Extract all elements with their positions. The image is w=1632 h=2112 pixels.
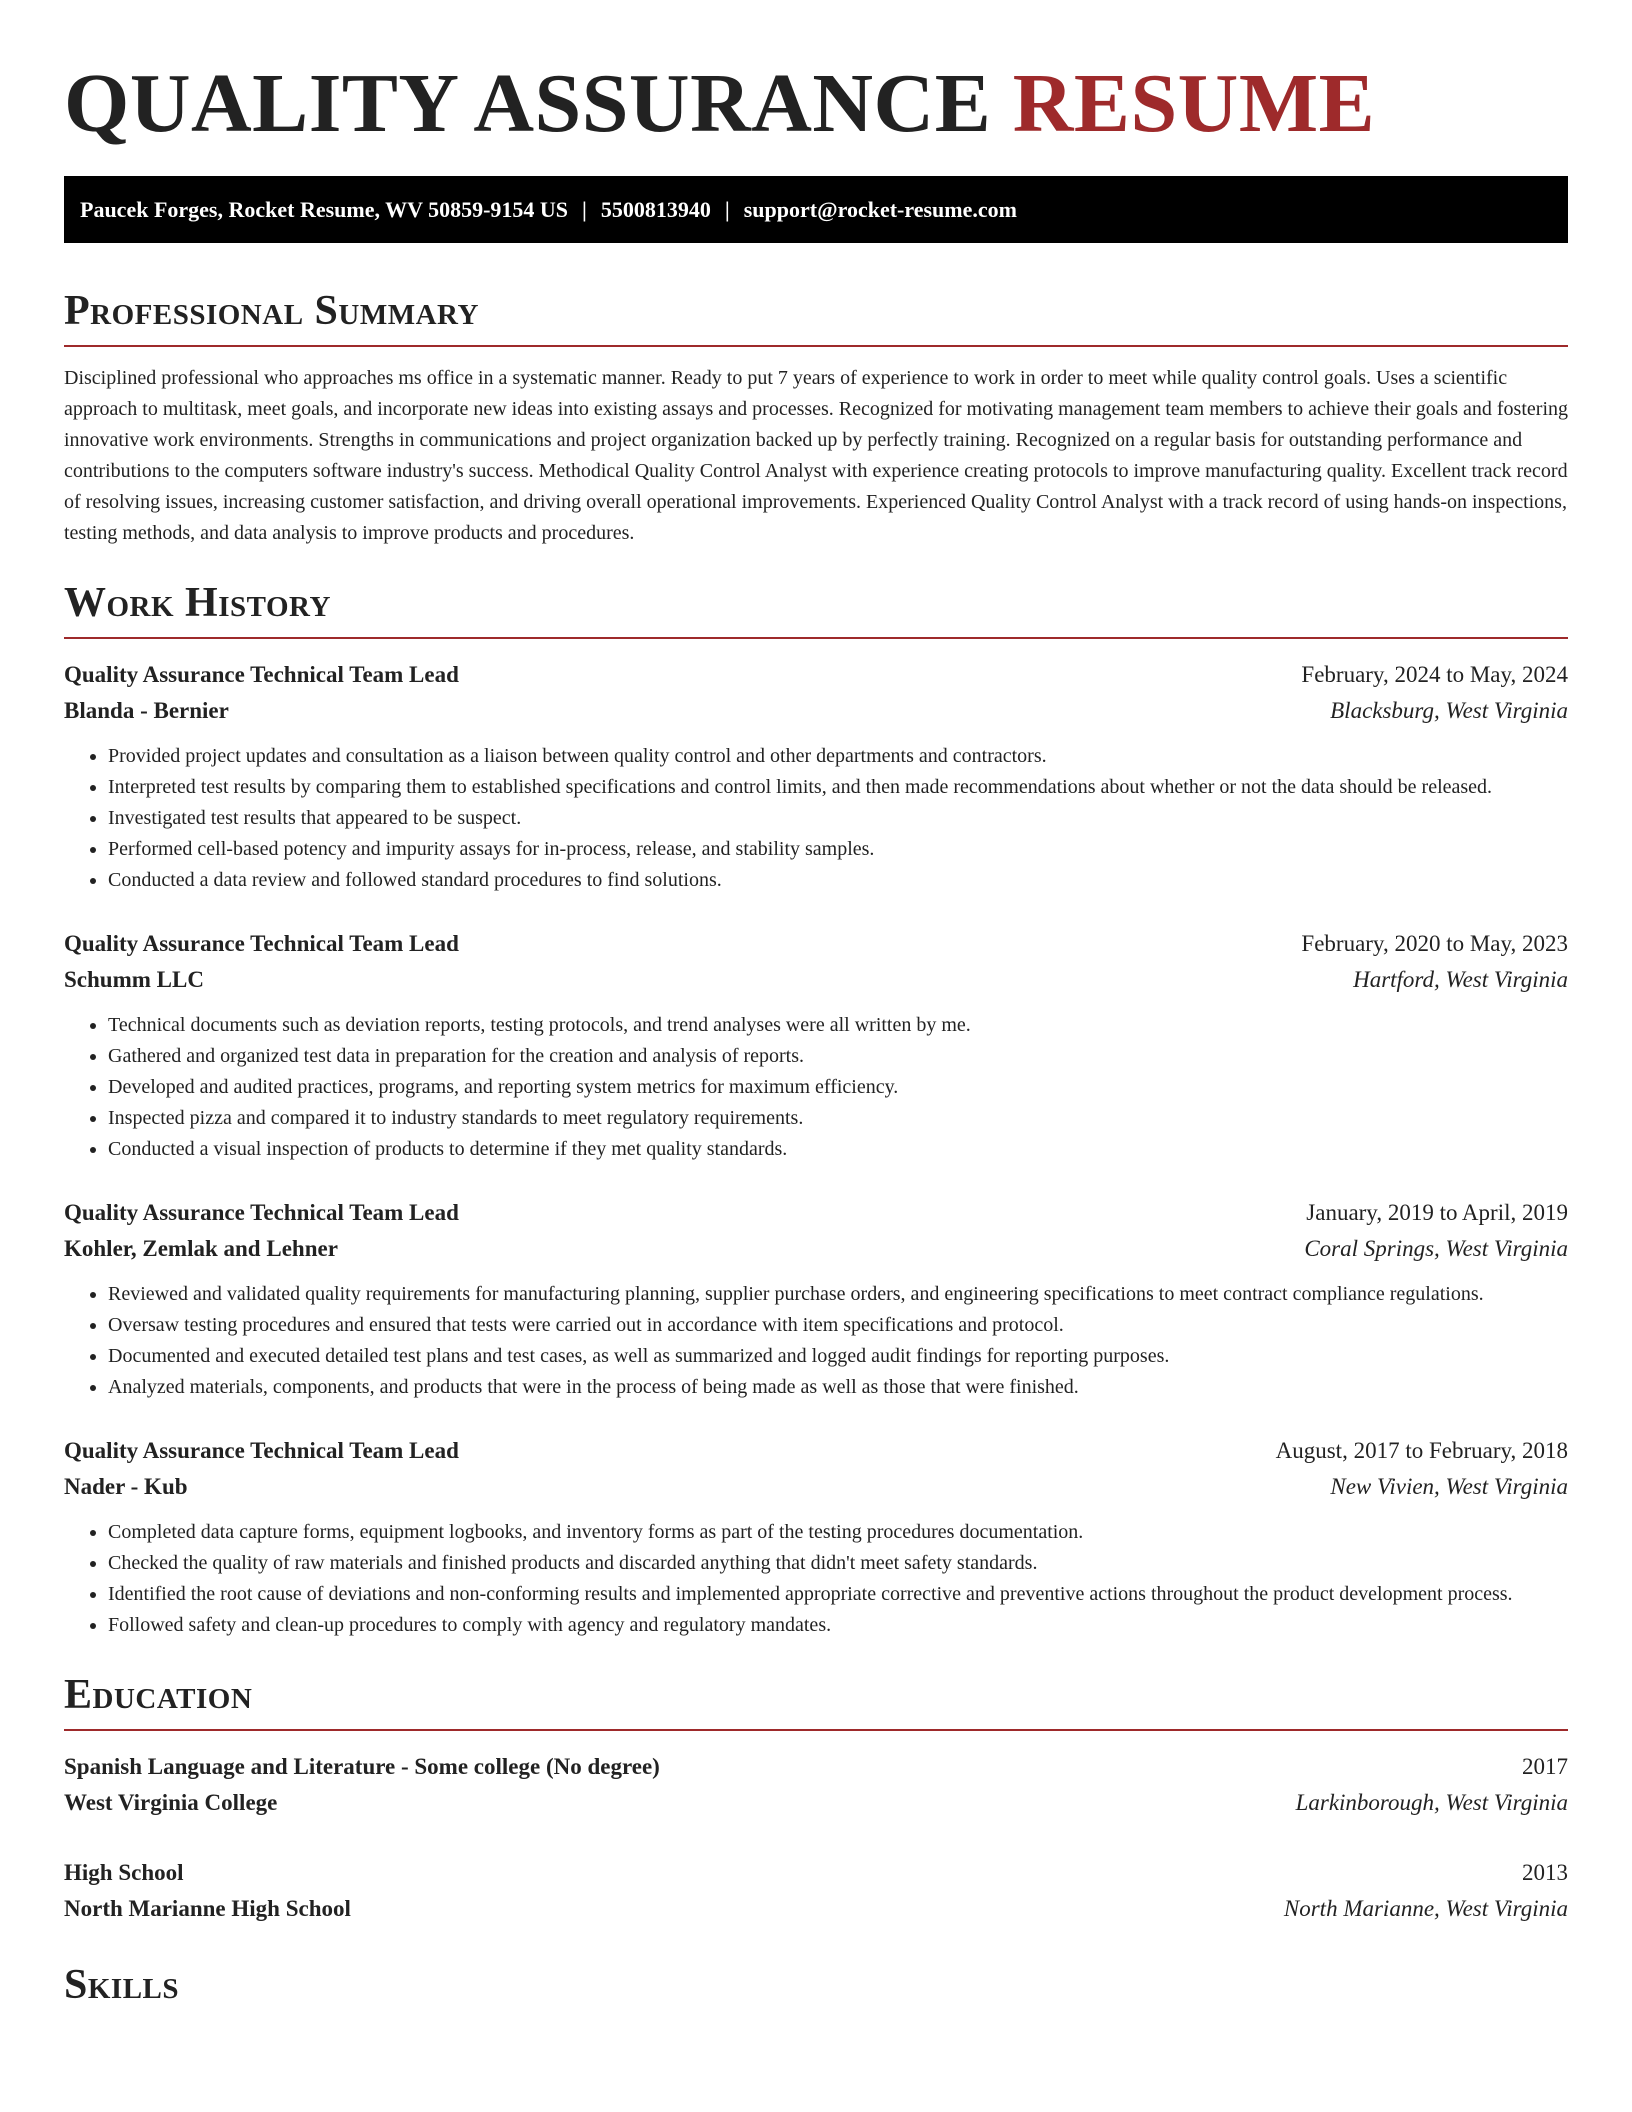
job-header-row bbox=[64, 926, 1568, 962]
education-location: North Marianne, West Virginia bbox=[1283, 1896, 1568, 1921]
job-company: Blanda - Bernier bbox=[64, 698, 229, 723]
job-title: Quality Assurance Technical Team Lead bbox=[64, 931, 459, 956]
contact-bar bbox=[64, 176, 1568, 243]
education-degree: Spanish Language and Literature - Some college (No degree) bbox=[64, 1754, 660, 1779]
contact-separator: | bbox=[724, 197, 730, 222]
job-bullet: • Conducted a data review and followed standard procedures to find solutions. bbox=[108, 865, 1568, 896]
job-bullet: • Reviewed and validated quality requirements for manufacturing planning, supplier purchase orders, and engineering specifications to meet contract compliance regulations. bbox=[108, 1279, 1568, 1310]
job-bullet: • Followed safety and clean-up procedures to comply with agency and regulatory mandates. bbox=[108, 1610, 1568, 1641]
job-company: Schumm LLC bbox=[64, 967, 204, 992]
skills-heading: Skills bbox=[64, 1962, 180, 2008]
job-bullet: • Investigated test results that appeared to be suspect. bbox=[108, 803, 1568, 834]
job-bullet: • Conducted a visual inspection of products to determine if they met quality standards. bbox=[108, 1134, 1568, 1165]
education-entry bbox=[64, 1749, 1568, 1821]
summary-text: Disciplined professional who approaches ms office in a systematic manner. Ready to put 7 years of experience to work in order to meet while quality control goals. Uses a scientific approach to multitask, meet goals, and incorporate new ideas into existing assays and processes. Recognized for motivating management team members to achieve their goals and fostering innovative work environments. Strengths in communications and project organization backed up by perfectly training. Recognized on a regular basis for outstanding performance and contributions to the computers software industry's success. Methodical Quality Control Analyst with experience creating protocols to improve manufacturing quality. Excellent track record of resolving issues, increasing customer satisfaction, and driving overall operational improvements. Experienced Quality Control Analyst with a track record of using hands-on inspections, testing methods, and data analysis to improve products and procedures. bbox=[64, 367, 1568, 544]
job-dates: January, 2019 to April, 2019 bbox=[1306, 1200, 1568, 1225]
job-bullet: • Developed and audited practices, programs, and reporting system metrics for maximum efficiency. bbox=[108, 1072, 1568, 1103]
job-company-row bbox=[64, 962, 1568, 998]
job-bullet: • Documented and executed detailed test plans and test cases, as well as summarized and logged audit findings for reporting purposes. bbox=[108, 1341, 1568, 1372]
job-bullet: • Technical documents such as deviation reports, testing protocols, and trend analyses were all written by me. bbox=[108, 1010, 1568, 1041]
job-bullet: • Performed cell-based potency and impurity assays for in-process, release, and stability samples. bbox=[108, 834, 1568, 865]
job-title: Quality Assurance Technical Team Lead bbox=[64, 1200, 459, 1225]
job-dates: August, 2017 to February, 2018 bbox=[1275, 1438, 1568, 1463]
job-bullet: • Provided project updates and consultation as a liaison between quality control and other departments and contractors. bbox=[108, 741, 1568, 772]
job-bullet: • Inspected pizza and compared it to industry standards to meet regulatory requirements. bbox=[108, 1103, 1568, 1134]
job-company: Kohler, Zemlak and Lehner bbox=[64, 1236, 338, 1261]
job-bullets bbox=[64, 741, 1568, 896]
job-company-row bbox=[64, 1231, 1568, 1267]
education-heading: Education bbox=[64, 1667, 1568, 1731]
job-bullet: • Completed data capture forms, equipment logbooks, and inventory forms as part of the testing procedures documentation. bbox=[108, 1517, 1568, 1548]
education-entry bbox=[64, 1855, 1568, 1927]
title-accent: RESUME bbox=[1012, 57, 1376, 150]
job-location: Hartford, West Virginia bbox=[1353, 967, 1568, 992]
work-history-heading: Work History bbox=[64, 575, 1568, 639]
resume-title bbox=[64, 0, 1568, 152]
education-year: 2013 bbox=[1522, 1860, 1568, 1885]
contact-phone: 5500813940 bbox=[600, 197, 711, 222]
title-main: QUALITY ASSURANCE bbox=[64, 57, 992, 150]
job-location: New Vivien, West Virginia bbox=[1330, 1474, 1568, 1499]
resume-content bbox=[64, 0, 1568, 2019]
job-bullets bbox=[64, 1517, 1568, 1641]
education-school: North Marianne High School bbox=[64, 1896, 351, 1921]
education-school: West Virginia College bbox=[64, 1790, 278, 1815]
job-title: Quality Assurance Technical Team Lead bbox=[64, 1438, 459, 1463]
education-degree-row bbox=[64, 1855, 1568, 1891]
job-entry bbox=[64, 657, 1568, 896]
job-dates: February, 2024 to May, 2024 bbox=[1301, 662, 1568, 687]
job-entry bbox=[64, 1433, 1568, 1641]
job-company: Nader - Kub bbox=[64, 1474, 188, 1499]
job-entry bbox=[64, 1195, 1568, 1403]
summary-heading: Professional Summary bbox=[64, 283, 1568, 347]
education-location: Larkinborough, West Virginia bbox=[1295, 1790, 1568, 1815]
job-location: Coral Springs, West Virginia bbox=[1304, 1236, 1568, 1261]
job-bullet: • Interpreted test results by comparing them to established specifications and control limits, and then made recommendations about whether or not the data should be released. bbox=[108, 772, 1568, 803]
job-title: Quality Assurance Technical Team Lead bbox=[64, 662, 459, 687]
job-bullet: • Identified the root cause of deviations and non-conforming results and implemented appropriate corrective and preventive actions throughout the product development process. bbox=[108, 1579, 1568, 1610]
job-header-row bbox=[64, 1195, 1568, 1231]
job-bullets bbox=[64, 1010, 1568, 1165]
job-bullet: • Oversaw testing procedures and ensured that tests were carried out in accordance with item specifications and protocol. bbox=[108, 1310, 1568, 1341]
education-degree: High School bbox=[64, 1860, 184, 1885]
job-company-row bbox=[64, 693, 1568, 729]
education-year: 2017 bbox=[1522, 1754, 1568, 1779]
education-degree-row bbox=[64, 1749, 1568, 1785]
contact-email: support@rocket-resume.com bbox=[743, 197, 1017, 222]
job-dates: February, 2020 to May, 2023 bbox=[1301, 931, 1568, 956]
contact-address: Paucek Forges, Rocket Resume, WV 50859-9154 US bbox=[80, 197, 569, 222]
job-company-row bbox=[64, 1469, 1568, 1505]
job-location: Blacksburg, West Virginia bbox=[1330, 698, 1568, 723]
contact-separator: | bbox=[582, 197, 587, 222]
job-bullet: • Gathered and organized test data in preparation for the creation and analysis of reports. bbox=[108, 1041, 1568, 1072]
job-bullets bbox=[64, 1279, 1568, 1403]
job-bullet: • Checked the quality of raw materials and finished products and discarded anything that didn't meet safety standards. bbox=[108, 1548, 1568, 1579]
education-school-row bbox=[64, 1891, 1568, 1927]
job-header-row bbox=[64, 1433, 1568, 1469]
job-header-row bbox=[64, 657, 1568, 693]
job-bullet: • Analyzed materials, components, and products that were in the process of being made as well as those that were finished. bbox=[108, 1372, 1568, 1403]
job-entry bbox=[64, 926, 1568, 1165]
education-school-row bbox=[64, 1785, 1568, 1821]
